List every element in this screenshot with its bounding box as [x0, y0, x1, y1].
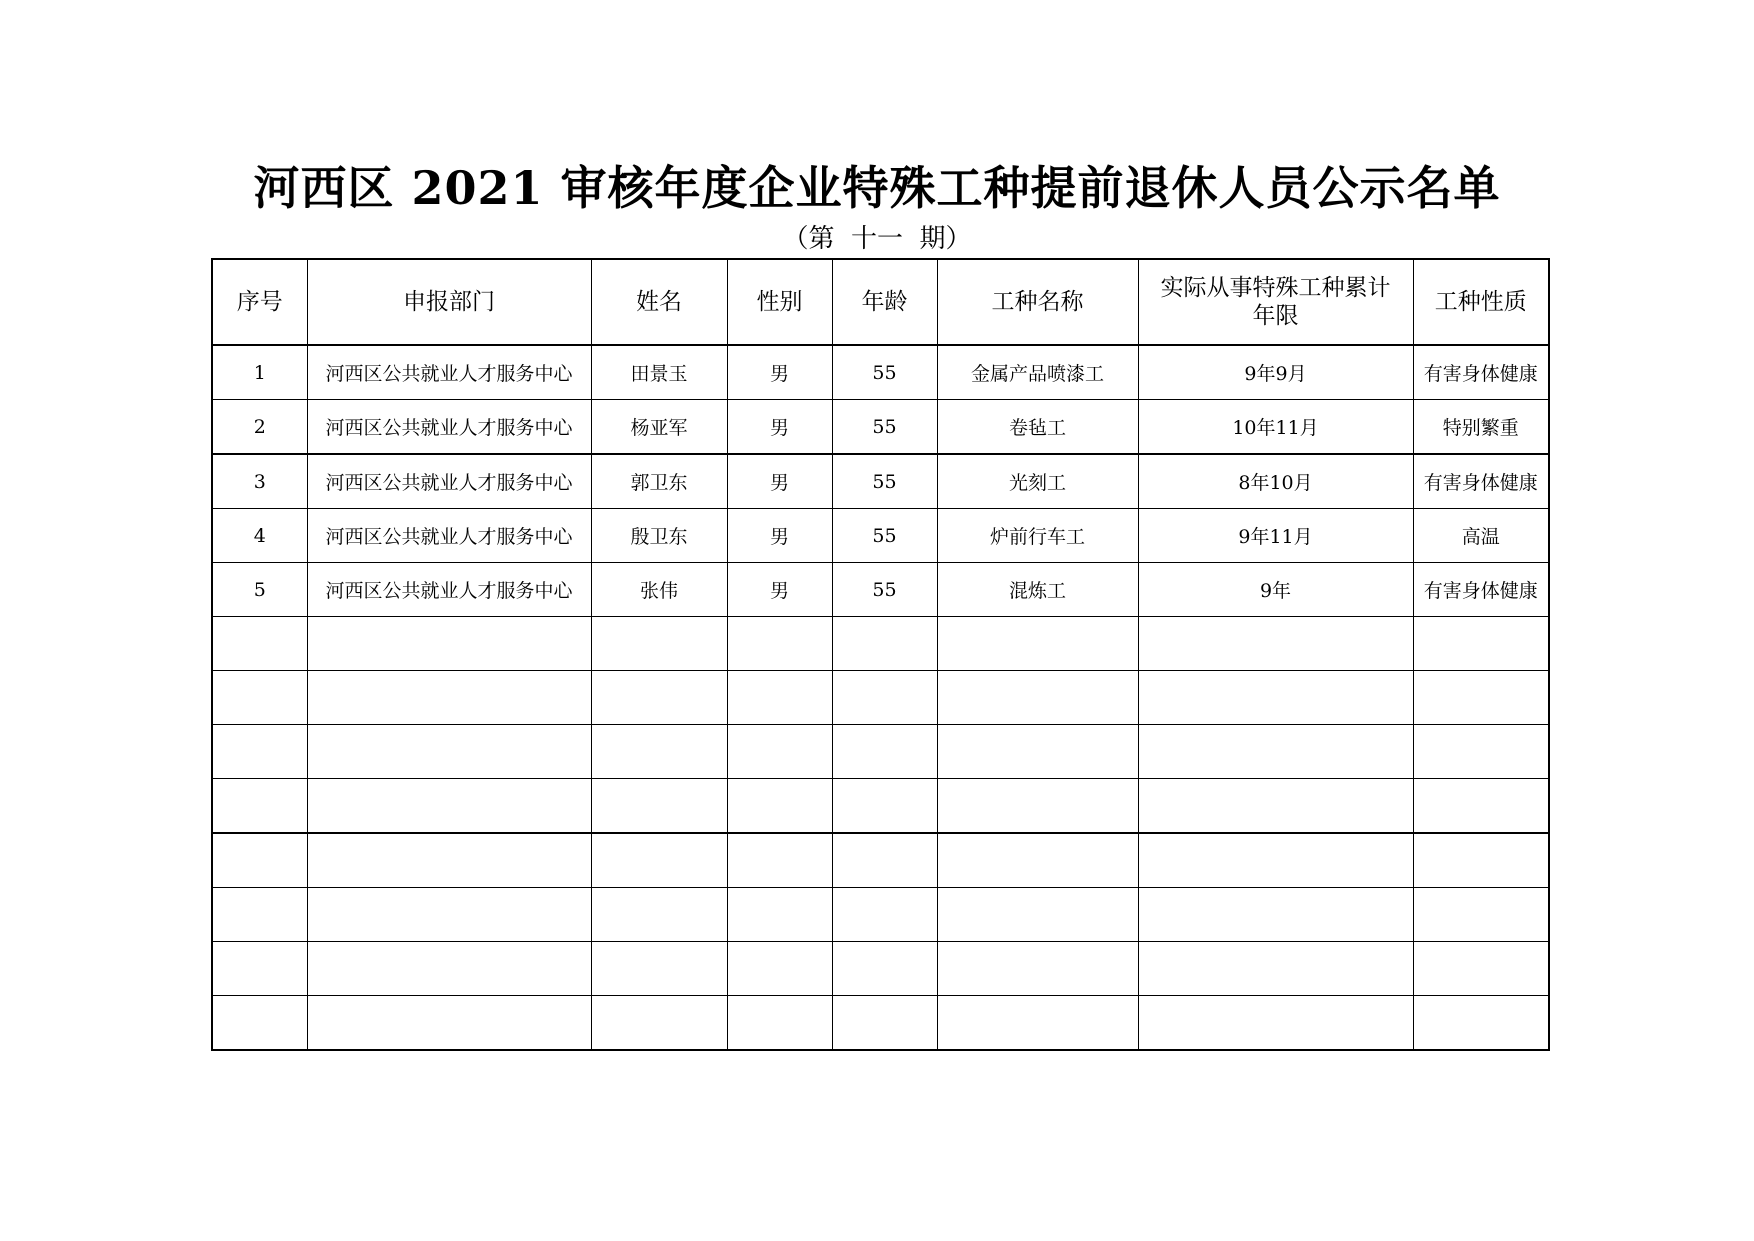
empty-table-row	[212, 942, 1549, 996]
cell-gender: 男	[727, 454, 832, 509]
empty-table-row	[212, 725, 1549, 779]
table-row	[212, 454, 1549, 509]
empty-table-row	[212, 617, 1549, 671]
cell-age: 55	[832, 400, 937, 455]
table-row	[212, 345, 1549, 400]
cell-index: 2	[212, 400, 307, 455]
cell-department: 河西区公共就业人才服务中心	[307, 454, 591, 509]
cell-age: 55	[832, 454, 937, 509]
cell-name: 殷卫东	[591, 509, 727, 563]
column-header-job-nature: 工种性质	[1413, 259, 1549, 345]
cell-job-nature: 有害身体健康	[1413, 345, 1549, 400]
empty-table-row	[212, 996, 1549, 1051]
cell-department: 河西区公共就业人才服务中心	[307, 563, 591, 617]
column-header-job-type: 工种名称	[937, 259, 1138, 345]
cell-job-type: 光刻工	[937, 454, 1138, 509]
empty-table-row	[212, 779, 1549, 834]
column-header-years	[1138, 259, 1413, 345]
table-row	[212, 563, 1549, 617]
cell-years: 9年	[1138, 563, 1413, 617]
column-header-age: 年龄	[832, 259, 937, 345]
cell-job-nature: 有害身体健康	[1413, 563, 1549, 617]
cell-years: 9年11月	[1138, 509, 1413, 563]
cell-job-type: 金属产品喷漆工	[937, 345, 1138, 400]
cell-age: 55	[832, 563, 937, 617]
document-title: 河西区 2021 审核年度企业特殊工种提前退休人员公示名单	[253, 161, 1501, 215]
retirement-roster-table	[211, 258, 1550, 1051]
table-row	[212, 400, 1549, 455]
cell-gender: 男	[727, 400, 832, 455]
table-row	[212, 509, 1549, 563]
cell-years: 10年11月	[1138, 400, 1413, 455]
empty-table-row	[212, 888, 1549, 942]
column-header-name: 姓名	[591, 259, 727, 345]
cell-job-nature: 高温	[1413, 509, 1549, 563]
cell-index: 1	[212, 345, 307, 400]
empty-table-row	[212, 671, 1549, 725]
cell-department: 河西区公共就业人才服务中心	[307, 345, 591, 400]
cell-gender: 男	[727, 345, 832, 400]
cell-age: 55	[832, 345, 937, 400]
cell-gender: 男	[727, 563, 832, 617]
cell-job-nature: 特别繁重	[1413, 400, 1549, 455]
header-row	[212, 259, 1549, 345]
column-header-department: 申报部门	[307, 259, 591, 345]
cell-job-type: 炉前行车工	[937, 509, 1138, 563]
cell-index: 3	[212, 454, 307, 509]
issue-subtitle: （第 十一 期）	[782, 224, 972, 254]
cell-name: 田景玉	[591, 345, 727, 400]
cell-department: 河西区公共就业人才服务中心	[307, 400, 591, 455]
cell-job-type: 卷毡工	[937, 400, 1138, 455]
column-header-years-label: 实际从事特殊工种累计年限	[1160, 275, 1391, 329]
empty-table-row	[212, 833, 1549, 888]
column-header-gender: 性别	[727, 259, 832, 345]
cell-years: 9年9月	[1138, 345, 1413, 400]
cell-name: 郭卫东	[591, 454, 727, 509]
cell-name: 张伟	[591, 563, 727, 617]
cell-department: 河西区公共就业人才服务中心	[307, 509, 591, 563]
cell-index: 5	[212, 563, 307, 617]
cell-job-type: 混炼工	[937, 563, 1138, 617]
cell-index: 4	[212, 509, 307, 563]
cell-name: 杨亚军	[591, 400, 727, 455]
column-header-index: 序号	[212, 259, 307, 345]
cell-years: 8年10月	[1138, 454, 1413, 509]
cell-age: 55	[832, 509, 937, 563]
cell-gender: 男	[727, 509, 832, 563]
cell-job-nature: 有害身体健康	[1413, 454, 1549, 509]
